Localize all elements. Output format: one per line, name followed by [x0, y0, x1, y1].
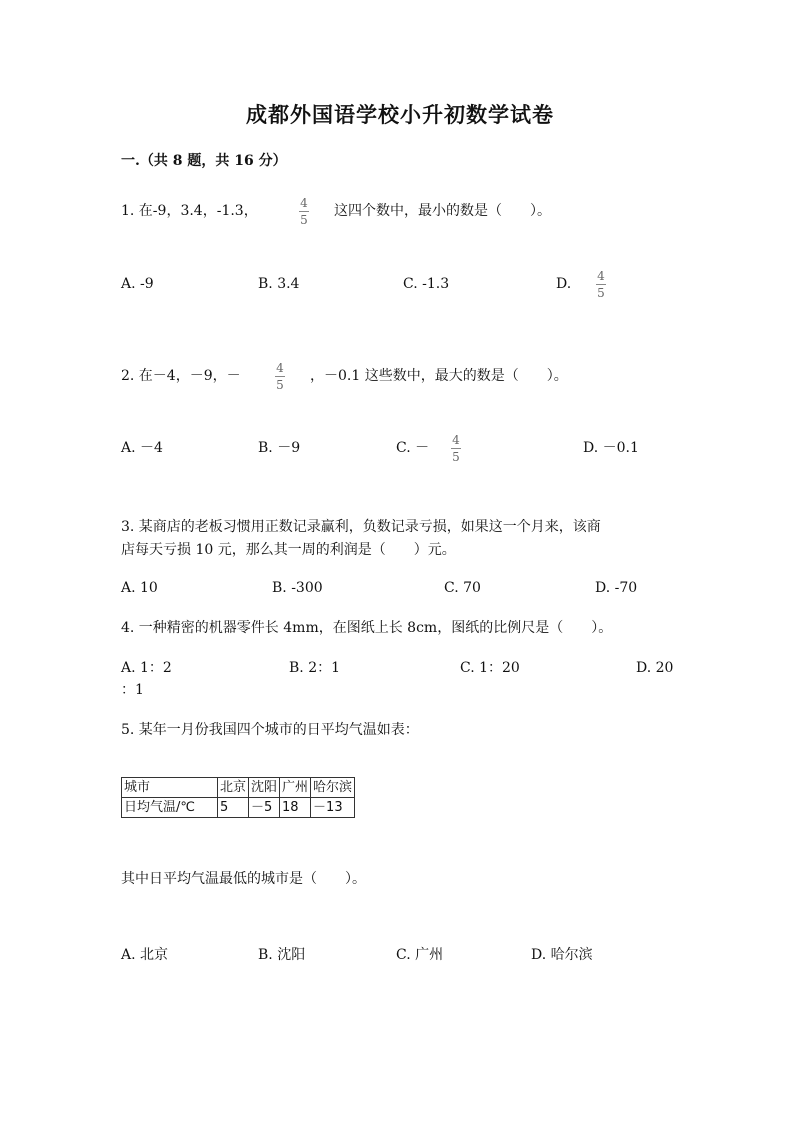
table-cell: 城市	[122, 778, 218, 798]
fraction-denominator: 5	[300, 213, 308, 227]
table-cell: 沈阳	[249, 778, 280, 798]
fraction-numerator: 4	[597, 269, 605, 283]
q4-option-d[interactable]: D. 20	[636, 660, 674, 676]
q1-stem-part1: 1. 在-9，3.4，-1.3，	[121, 203, 258, 219]
q1-option-b[interactable]: B. 3.4	[258, 276, 300, 292]
q1-option-d[interactable]: D.	[556, 276, 572, 292]
q2-option-c[interactable]: C. －	[396, 440, 430, 456]
q1-fraction	[299, 197, 309, 226]
table-cell: 哈尔滨	[311, 778, 355, 798]
q4-option-d-continuation: ：1	[121, 682, 144, 698]
fraction-numerator: 4	[276, 361, 284, 375]
q2-option-b[interactable]: B. －9	[258, 440, 301, 456]
q2-option-a[interactable]: A. －4	[121, 440, 163, 456]
fraction-bar	[596, 284, 606, 285]
fraction-numerator: 4	[452, 433, 460, 447]
table-cell: 日均气温/℃	[122, 798, 218, 818]
q3-option-b[interactable]: B. -300	[272, 580, 323, 596]
q4-stem: 4. 一种精密的机器零件长 4mm，在图纸上长 8cm，图纸的比例尺是（ ）。	[121, 620, 613, 636]
q3-stem-line1: 3. 某商店的老板习惯用正数记录赢利，负数记录亏损，如果这一个月来，该商	[121, 519, 601, 535]
fraction-denominator: 5	[452, 450, 460, 464]
q2-option-c-fraction	[451, 434, 461, 463]
fraction-denominator: 5	[597, 286, 605, 300]
q4-option-b[interactable]: B. 2：1	[289, 660, 341, 676]
q2-fraction	[275, 362, 285, 391]
q5-stem: 5. 某年一月份我国四个城市的日平均气温如表：	[121, 722, 419, 738]
table-cell: 18	[280, 798, 311, 818]
q2-option-d[interactable]: D. －0.1	[583, 440, 639, 456]
temperature-table	[121, 777, 355, 818]
q1-option-c[interactable]: C. -1.3	[403, 276, 450, 292]
q1-stem-part2: 这四个数中，最小的数是（ ）。	[334, 203, 551, 219]
table-cell: 北京	[218, 778, 249, 798]
q1-option-a[interactable]: A. -9	[121, 276, 154, 292]
q4-option-c[interactable]: C. 1：20	[460, 660, 520, 676]
q5-option-a[interactable]: A. 北京	[121, 947, 169, 963]
table-row	[122, 798, 355, 818]
page-title: 成都外国语学校小升初数学试卷	[246, 102, 554, 127]
fraction-bar	[451, 448, 461, 449]
q2-stem-part1: 2. 在－4，－9，－	[121, 368, 241, 384]
fraction-denominator: 5	[276, 378, 284, 392]
q2-stem-part2: ，－0.1 这些数中，最大的数是（ ）。	[310, 368, 568, 384]
q4-option-a[interactable]: A. 1：2	[121, 660, 172, 676]
table-header-row	[122, 778, 355, 798]
table-cell: －5	[249, 798, 280, 818]
section-heading: 一.（共 8 题，共 16 分）	[121, 153, 287, 169]
q3-option-a[interactable]: A. 10	[121, 580, 158, 596]
q5-option-c[interactable]: C. 广州	[396, 947, 444, 963]
table-cell: 广州	[280, 778, 311, 798]
q5-option-b[interactable]: B. 沈阳	[258, 947, 306, 963]
q3-option-d[interactable]: D. -70	[595, 580, 638, 596]
fraction-bar	[299, 211, 309, 212]
fraction-bar	[275, 376, 285, 377]
table-cell: －13	[311, 798, 355, 818]
q5-question: 其中日平均气温最低的城市是（ ）。	[121, 871, 366, 887]
q5-option-d[interactable]: D. 哈尔滨	[531, 947, 593, 963]
table-cell: 5	[218, 798, 249, 818]
q3-option-c[interactable]: C. 70	[444, 580, 481, 596]
q1-option-d-fraction	[596, 270, 606, 299]
q3-stem-line2: 店每天亏损 10 元，那么其一周的利润是（ ）元。	[121, 542, 456, 558]
fraction-numerator: 4	[300, 196, 308, 210]
